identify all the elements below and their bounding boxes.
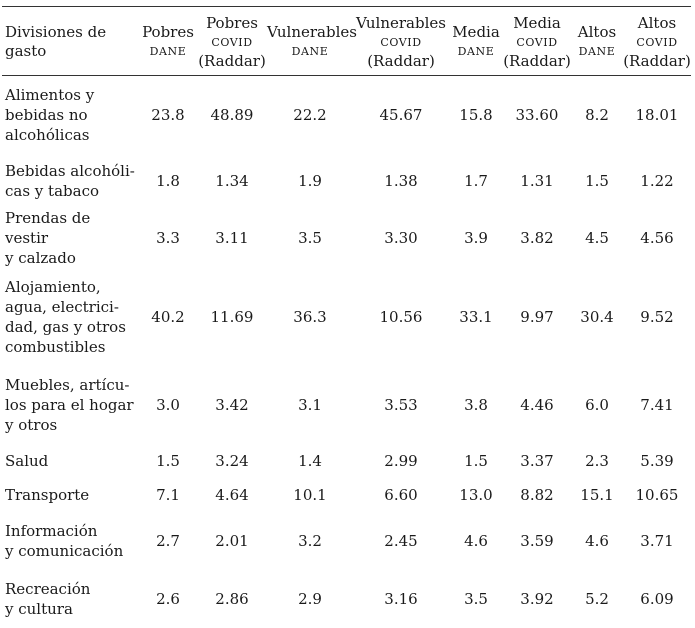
table-cell: 15.1: [580, 485, 614, 504]
table-cell: 6.09: [640, 589, 674, 608]
table-cell: 3.16: [384, 589, 418, 608]
table-cell: 2.6: [156, 589, 180, 608]
row-label: Información y comunicación: [5, 521, 124, 560]
table-cell: 5.2: [585, 589, 609, 608]
table-row: [2, 444, 691, 478]
table-row: [2, 366, 691, 444]
table-row: [2, 268, 691, 366]
table-row: [2, 208, 691, 268]
table-body: [2, 76, 691, 628]
table-cell: 1.5: [464, 451, 488, 470]
table-cell: 2.45: [384, 531, 418, 550]
table-cell: 36.3: [293, 307, 327, 326]
table-row: [2, 76, 691, 154]
table-row: [2, 154, 691, 208]
table-cell: 2.3: [585, 451, 609, 470]
table-cell: 9.97: [520, 307, 554, 326]
table-cell: 23.8: [151, 105, 185, 124]
table-cell: 3.24: [215, 451, 249, 470]
table-cell: 1.22: [640, 171, 674, 190]
table-cell: 22.2: [293, 105, 327, 124]
row-label: Transporte: [5, 485, 90, 504]
table-cell: 45.67: [379, 105, 423, 124]
table-cell: 15.8: [459, 105, 493, 124]
table-cell: 3.11: [215, 228, 249, 247]
table-cell: 4.6: [585, 531, 609, 550]
header-vulnerables-dane: Vulnerables DANE: [267, 23, 357, 58]
table-cell: 2.9: [298, 589, 322, 608]
table-cell: 1.9: [298, 171, 322, 190]
table-cell: 3.53: [384, 395, 418, 414]
table-cell: 3.9: [464, 228, 488, 247]
table-cell: 3.1: [298, 395, 322, 414]
table-cell: 1.4: [298, 451, 322, 470]
table-cell: 6.60: [384, 485, 418, 504]
table-cell: 9.52: [640, 307, 674, 326]
table-cell: 1.5: [585, 171, 609, 190]
table-cell: 3.59: [520, 531, 554, 550]
table-cell: 6.0: [585, 395, 609, 414]
header-pobres-dane: Pobres DANE: [142, 23, 194, 58]
row-label: Bebidas alcohóli- cas y tabaco: [5, 161, 135, 200]
table-cell: 2.7: [156, 531, 180, 550]
row-label: Salud: [5, 451, 49, 470]
table-cell: 3.71: [640, 531, 674, 550]
header-media-covid: Media COVID (Raddar): [503, 13, 571, 70]
table-cell: 2.99: [384, 451, 418, 470]
table-cell: 3.5: [298, 228, 322, 247]
table-cell: 2.01: [215, 531, 249, 550]
table-cell: 8.82: [520, 485, 554, 504]
table-cell: 1.34: [215, 171, 249, 190]
table-cell: 4.46: [520, 395, 554, 414]
row-label: Alimentos y bebidas no alcohólicas: [5, 85, 95, 144]
table-cell: 18.01: [635, 105, 679, 124]
row-label: Muebles, artícu- los para el hogar y otros: [5, 375, 134, 434]
table-cell: 11.69: [210, 307, 254, 326]
table-cell: 1.7: [464, 171, 488, 190]
table-cell: 1.5: [156, 451, 180, 470]
table-cell: 4.56: [640, 228, 674, 247]
table-cell: 5.39: [640, 451, 674, 470]
header-altos-dane: Altos DANE: [577, 23, 617, 58]
table-row: [2, 478, 691, 512]
table-cell: 10.56: [379, 307, 423, 326]
table-header: [2, 7, 691, 76]
table-cell: 3.3: [156, 228, 180, 247]
header-divisiones: Divisiones de gasto: [5, 23, 107, 60]
table-cell: 33.60: [515, 105, 559, 124]
table-cell: 3.5: [464, 589, 488, 608]
table-cell: 8.2: [585, 105, 609, 124]
table-cell: 4.5: [585, 228, 609, 247]
row-label: Recreación y cultura: [5, 579, 91, 618]
table-cell: 4.6: [464, 531, 488, 550]
table-cell: 3.8: [464, 395, 488, 414]
table-cell: 1.8: [156, 171, 180, 190]
table-cell: 3.42: [215, 395, 249, 414]
table-cell: 1.38: [384, 171, 418, 190]
table-row: [2, 512, 691, 570]
table-cell: 2.86: [215, 589, 249, 608]
table-cell: 13.0: [459, 485, 493, 504]
table-cell: 3.37: [520, 451, 554, 470]
table-cell: 4.64: [215, 485, 249, 504]
row-label: Alojamiento, agua, electrici- dad, gas y otros combustibles: [5, 277, 126, 356]
table-cell: 33.1: [459, 307, 493, 326]
table-cell: 48.89: [210, 105, 254, 124]
table-cell: 7.41: [640, 395, 674, 414]
table-cell: 30.4: [580, 307, 614, 326]
header-media-dane: Media DANE: [452, 23, 500, 58]
header-altos-covid: Altos COVID (Raddar): [623, 13, 691, 70]
header-pobres-covid: Pobres COVID (Raddar): [198, 13, 266, 70]
row-label: Prendas de vestir y calzado: [5, 208, 91, 267]
table-cell: 40.2: [151, 307, 185, 326]
table-cell: 7.1: [156, 485, 180, 504]
table-cell: 10.65: [635, 485, 679, 504]
header-vulnerables-covid: Vulnerables COVID (Raddar): [356, 13, 446, 70]
table-cell: 3.92: [520, 589, 554, 608]
table-cell: 10.1: [293, 485, 327, 504]
expenditure-table: [2, 6, 691, 628]
table-cell: 3.82: [520, 228, 554, 247]
table-cell: 3.30: [384, 228, 418, 247]
table-cell: 3.2: [298, 531, 322, 550]
table-cell: 3.0: [156, 395, 180, 414]
table-cell: 1.31: [520, 171, 554, 190]
table-row: [2, 570, 691, 628]
